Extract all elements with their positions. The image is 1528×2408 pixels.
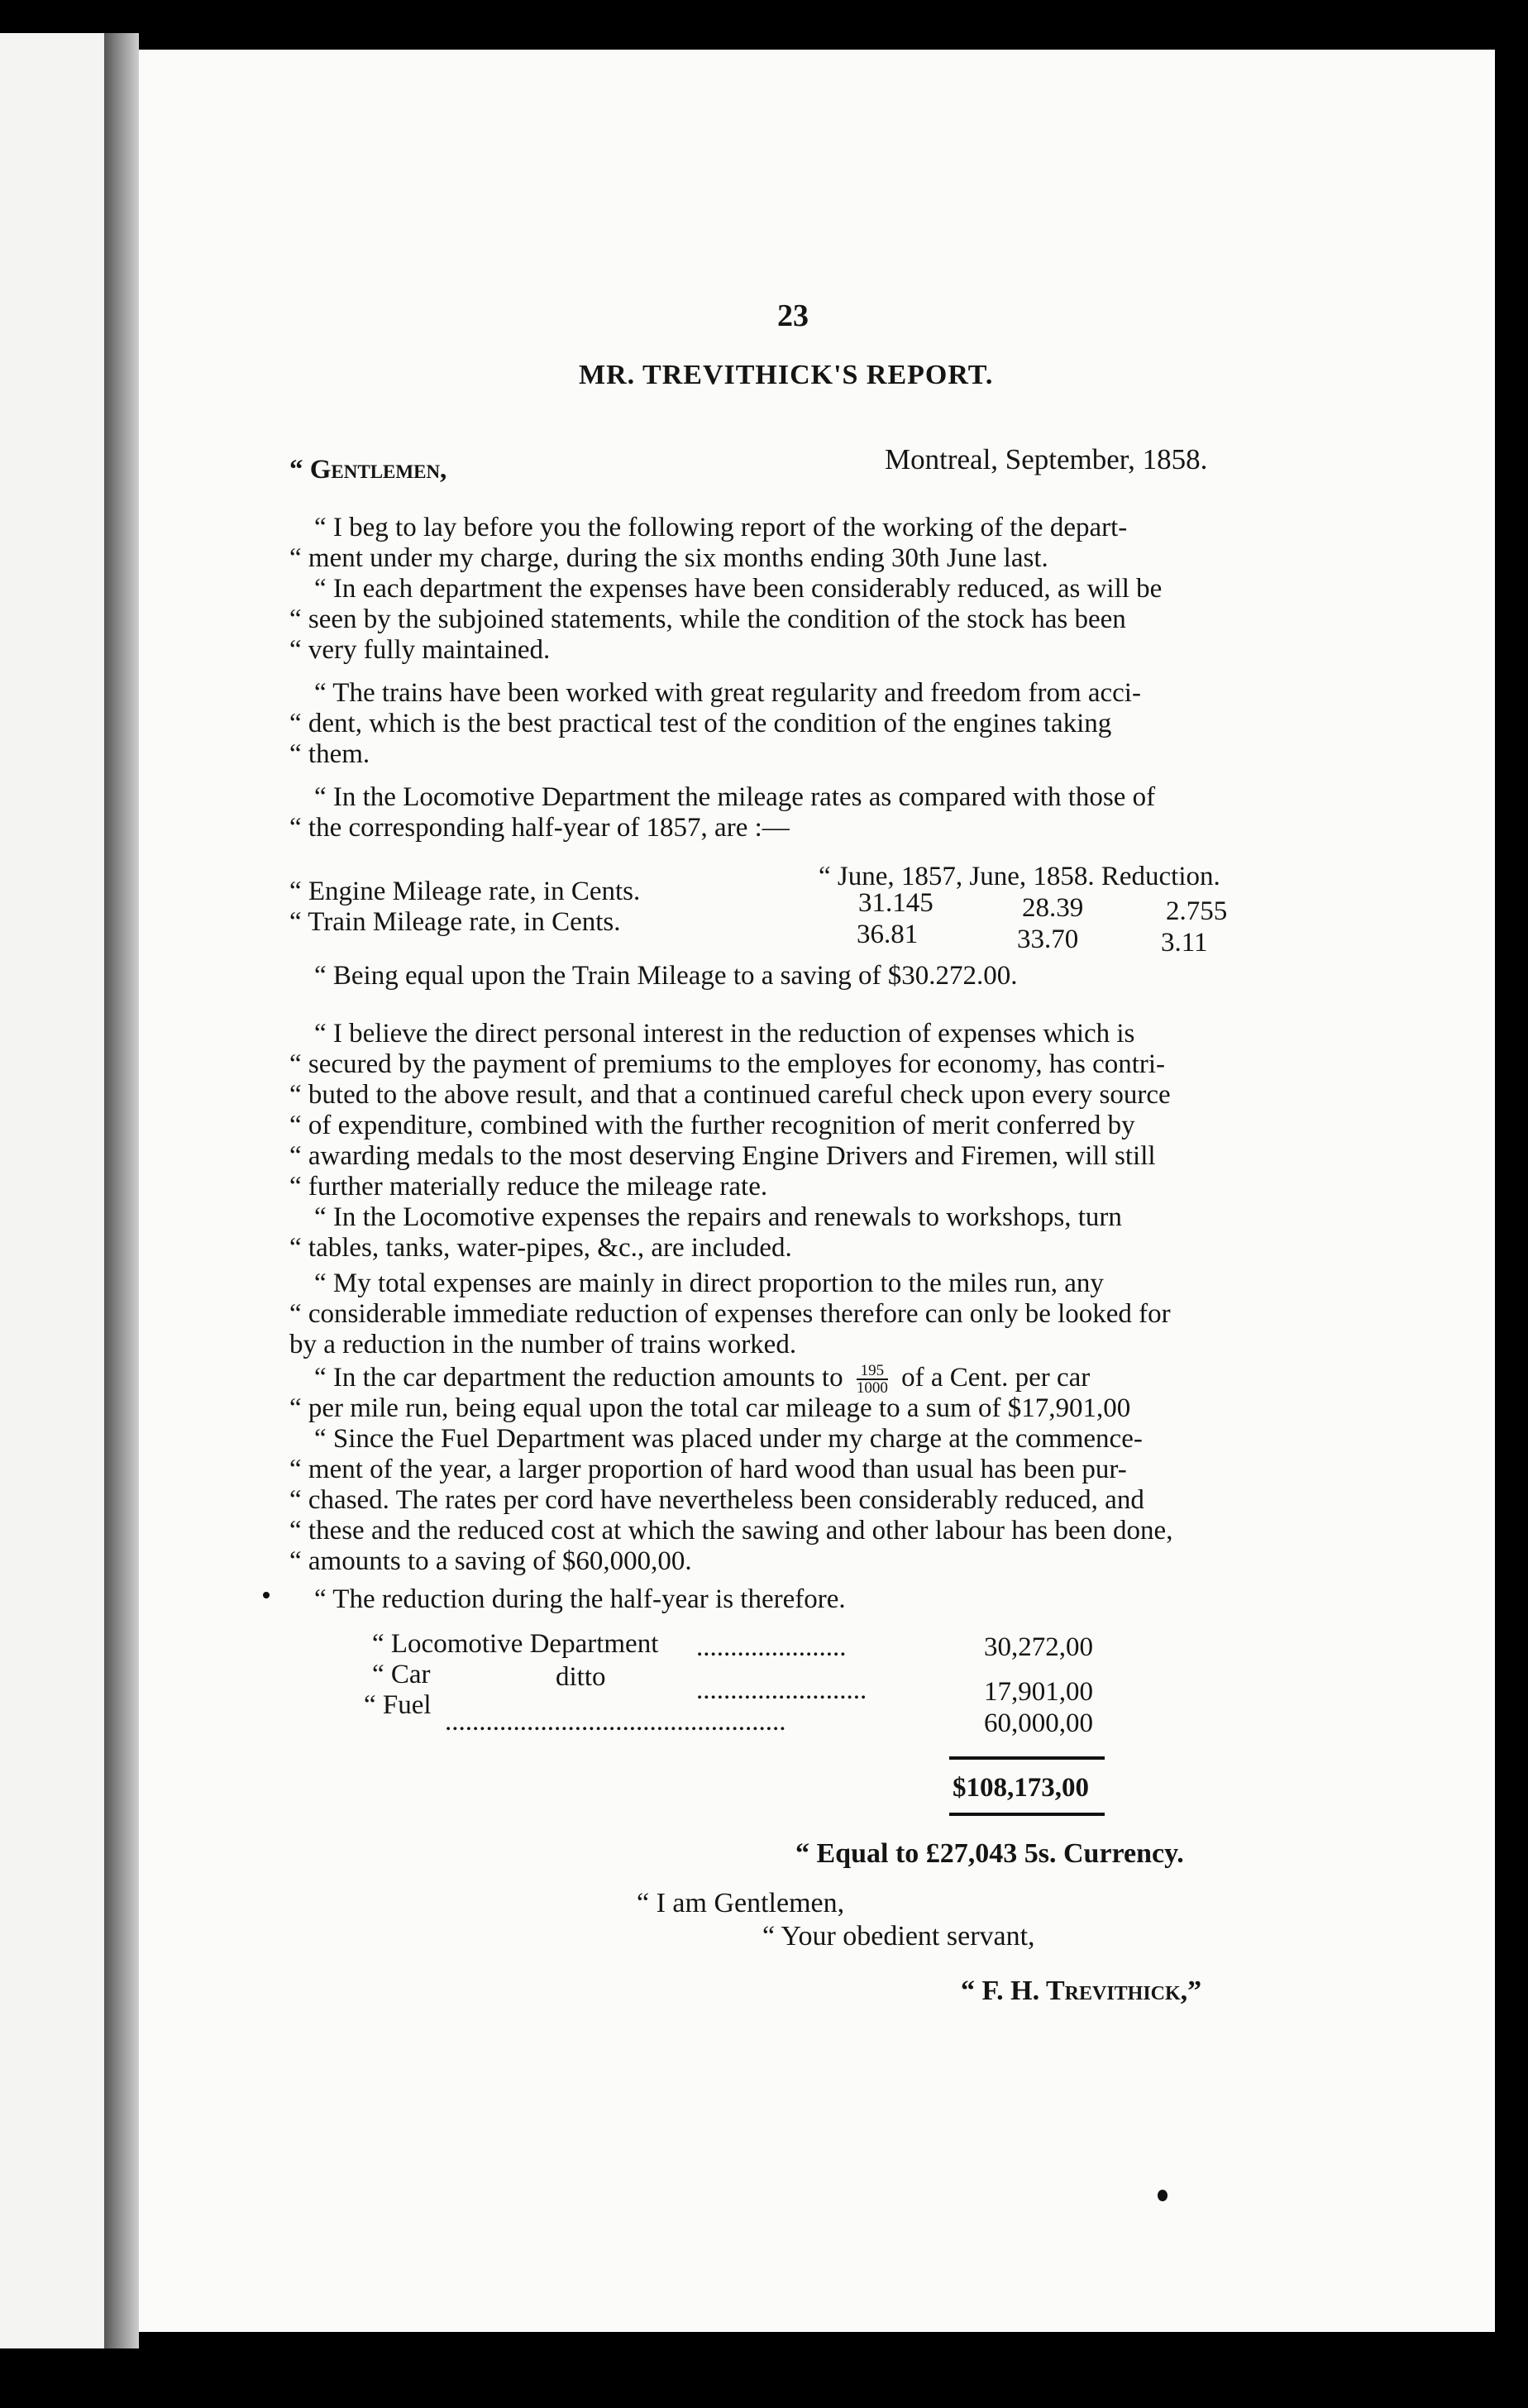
- rates-value: 31.145: [858, 888, 934, 918]
- text-line: “ awarding medals to the most deserving Engine Drivers and Firemen, will still: [289, 1141, 1156, 1171]
- car-line-end: of a Cent. per car: [901, 1363, 1091, 1393]
- text-line: “ In each department the expenses have been considerably reduced, as will be: [314, 574, 1163, 604]
- text-line: “ tables, tanks, water-pipes, &c., are included.: [289, 1233, 792, 1263]
- rates-value: 3.11: [1161, 928, 1208, 958]
- ink-speck: [263, 1592, 270, 1598]
- left-page-edge: [0, 33, 104, 2348]
- text-line: “ considerable immediate reduction of expenses therefore can only be looked for: [289, 1299, 1171, 1329]
- summary-dots: .........................: [696, 1675, 867, 1705]
- rates-note: “ Being equal upon the Train Mileage to a saving of $30.272.00.: [314, 961, 1018, 991]
- text-line: “ amounts to a saving of $60,000,00.: [289, 1546, 692, 1576]
- text-line: “ buted to the above result, and that a continued careful check upon every source: [289, 1080, 1171, 1110]
- text-line: “ the corresponding half-year of 1857, are :—: [289, 813, 790, 843]
- fraction-denominator: 1000: [856, 1379, 888, 1398]
- summary-amount: 30,272,00: [984, 1632, 1093, 1662]
- rates-value: 36.81: [857, 920, 919, 949]
- text-line: “ The reduction during the half-year is therefore.: [314, 1584, 846, 1614]
- summary-label: “ Car: [372, 1660, 431, 1689]
- closing-line: “ Your obedient servant,: [762, 1921, 1035, 1952]
- book-spine: [104, 33, 139, 2348]
- text-line: “ I beg to lay before you the following report of the working of the depart-: [314, 513, 1128, 542]
- text-line: “ very fully maintained.: [289, 635, 551, 665]
- text-line: “ In the Locomotive Department the mileage rates as compared with those of: [314, 782, 1156, 812]
- summary-amount: 60,000,00: [984, 1708, 1093, 1738]
- dateline: Montreal, September, 1858.: [885, 443, 1208, 475]
- rates-table-header: “ June, 1857, June, 1858. Reduction.: [819, 862, 1220, 891]
- rates-value: 2.755: [1166, 896, 1228, 926]
- summary-label: “ Locomotive Department: [372, 1629, 659, 1659]
- total-rule: [949, 1756, 1105, 1760]
- summary-dots: ..................................................: [445, 1707, 786, 1737]
- text-line: “ Since the Fuel Department was placed under my charge at the commence-: [314, 1424, 1143, 1454]
- summary-dots: ......................: [696, 1632, 847, 1662]
- text-line: “ further materially reduce the mileage rate.: [289, 1172, 768, 1202]
- equal-to-line: “ Equal to £27,043 5s. Currency.: [795, 1838, 1184, 1869]
- text-line: by a reduction in the number of trains worked.: [289, 1330, 797, 1359]
- text-line: “ dent, which is the best practical test of the condition of the engines taking: [289, 709, 1112, 738]
- rates-value: 28.39: [1022, 893, 1084, 923]
- page-number: 23: [777, 299, 809, 333]
- total-rule: [949, 1813, 1105, 1816]
- summary-total: $108,173,00: [953, 1773, 1089, 1803]
- text-line: “ secured by the payment of premiums to the employes for economy, has contri-: [289, 1049, 1166, 1079]
- summary-ditto: ditto: [556, 1662, 606, 1692]
- rates-value: 33.70: [1017, 924, 1079, 954]
- text-line: “ My total expenses are mainly in direct proportion to the miles run, any: [314, 1268, 1104, 1298]
- text-line: “ In the Locomotive expenses the repairs and renewals to workshops, turn: [314, 1202, 1122, 1232]
- summary-amount: 17,901,00: [984, 1677, 1093, 1707]
- fraction-numerator: 195: [857, 1363, 888, 1380]
- text-line: “ chased. The rates per cord have nevertheless been considerably reduced, and: [289, 1485, 1144, 1515]
- ink-speck: [1158, 2190, 1167, 2201]
- closing-line: “ I am Gentlemen,: [637, 1888, 845, 1918]
- text-line: “ them.: [289, 739, 370, 769]
- text-line: “ per mile run, being equal upon the total car mileage to a sum of $17,901,00: [289, 1393, 1131, 1423]
- report-title: MR. TREVITHICK'S REPORT.: [579, 360, 994, 390]
- text-line: “ of expenditure, combined with the further recognition of merit conferred by: [289, 1111, 1135, 1140]
- text-line: “ ment under my charge, during the six months ending 30th June last.: [289, 543, 1048, 573]
- salutation: “ Gentlemen,: [289, 455, 447, 485]
- text-line: “ I believe the direct personal interest in the reduction of expenses which is: [314, 1019, 1135, 1049]
- summary-label: “ Fuel: [364, 1690, 432, 1720]
- car-line-start: “ In the car department the reduction amounts to: [314, 1363, 843, 1393]
- text-line: “ ment of the year, a larger proportion of hard wood than usual has been pur-: [289, 1455, 1127, 1484]
- text-line: “ seen by the subjoined statements, while the condition of the stock has been: [289, 604, 1126, 634]
- rates-row-label: “ Engine Mileage rate, in Cents.: [289, 877, 641, 906]
- text-line: “ The trains have been worked with great regularity and freedom from acci-: [314, 678, 1141, 708]
- rates-row-label: “ Train Mileage rate, in Cents.: [289, 907, 621, 937]
- text-line: “ these and the reduced cost at which the sawing and other labour has been done,: [289, 1516, 1173, 1546]
- signature: “ F. H. Trevithick,”: [961, 1976, 1202, 2006]
